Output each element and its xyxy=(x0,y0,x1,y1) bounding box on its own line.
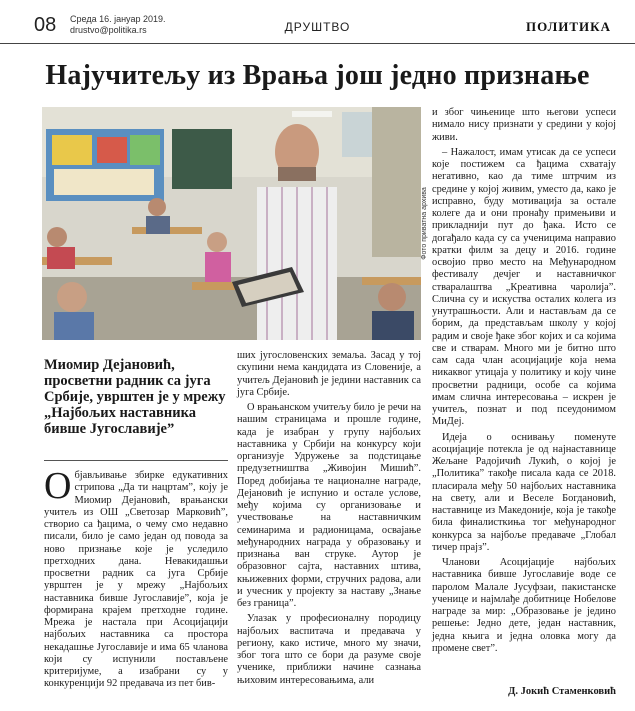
paragraph: Чланови Асоцијације најбољих наставника бивше Југославије воде се паролом Малале Јусуфзаи, пакистанске ученице и најмлађе добитнице Нобелове награде за мир: „Образовање је једино решење: Једно дете, један наставник, једна књига и једна оловка могу да промене свет”. xyxy=(432,557,616,654)
article-column-2 xyxy=(237,350,421,687)
paragraph: Идеја о оснивању поменуте асоцијације потекла је од најнаставнице Жељане Радојичић Лукић, о којој је „Политика” такође писала када се 2018. пласирала међу 50 најбољих наставника на свету, али и Веселе Богдановић, наставнице из Македоније, која је такође била финалисткиња тог међународног конкурса за најбоље предаваче „Глобал тичер прајз”. xyxy=(432,431,616,553)
paragraph: и због чињенице што његови успеси нимало нису признати у средини у којој живи. xyxy=(432,107,616,143)
paragraph: Улазак у професионалну породицу најбољих васпитача и предавача у региону, како истиче, много му значи, због тога што се бори да разуме своје ученике, приближи начине сазнања њиховим интересовањима, али xyxy=(237,613,421,686)
section-email: drustvo@politika.rs xyxy=(70,25,147,35)
drop-cap: О xyxy=(44,465,72,507)
author-signature: Д. Јокић Стаменковић xyxy=(508,686,616,697)
classroom-photo xyxy=(42,107,421,340)
newspaper-logo: ПОЛИТИКА xyxy=(526,19,611,34)
paragraph: О врањанском учитељу било је речи на нашим страницама и прошле године, када је изабран у групу најбољих наставника у Србији на конкурсу који организује Удружење за подстицање предузетништва „Живојин Мишић”. Поред добијања те националне награде, Дејановић је испунио и остале услове, међу којима су организовање и учествовање на наставничким семинарима и радионицама, освајање међународних награда у образовању и признања ван струке. Аутор је образовног сајта, наставних штива, књижевних форми, стручних радова, али и учесник у пројекту за наставу „Знање без граница”. xyxy=(237,402,421,609)
paragraph: ших југословенских земаља. Засад у тој скупини нема кандидата из Словеније, а учитељ Дејановић је једини наставник са југа Србије. xyxy=(237,350,421,398)
article-lead: Миомир Дејановић, просветни радник са југа Србије, уврштен је у мрежу „Најбољих наставника бивше Југославије” xyxy=(44,357,226,437)
page-header xyxy=(0,8,635,44)
article-headline: Најучитељу из Врања још једно признање xyxy=(45,60,590,91)
article-column-1 xyxy=(44,465,228,691)
paragraph xyxy=(44,465,228,691)
paragraph: – Нажалост, имам утисак да се успеси које постижем са ђацима схватају негативно, као да тиме штрчим из средине у којој живим, уместо да, како је исправно, буду мотивација за остале колеге да и они пронађу примењиви и прикладнији пут до ђака. Исто се догађало када су са ученицима направио кратки филм за децу и 2016. године освојио прво место на Међународном фестивалу дечјег и наставничког стваралаштва „Креативна чаролија”. Слична су и искуства осталих колега из унутрашњости. Али и настављам да се борим, да представљам школу у којој радим и своје ђаке због којих и са којима све и стварам. Много ми је битно што сам сада члан асоцијације која нема никаквог утицаја у политику и коју чине просветни радници, особе са којима имам слична интересовања – искрен је учитељ, познат и под псеудонимом МиДеј. xyxy=(432,146,616,428)
issue-date: Среда 16. јануар 2019. xyxy=(70,14,166,24)
lead-divider xyxy=(44,460,228,461)
paragraph-text: бјављивање збирке едукативних стрипова „Да ти нацртам”, коју је Миомир Дејановић, врањански учитељ из ОШ „Светозар Марковић”, створио са ђацима, о чему смо недавно писали, било је само један од повода за ново признање које је уследило претходних дана. Невакидашњи просветни радник са југа Србије уврштен је у мрежу „Најбољих наставника бивше Југославије”, која је формирана крајем претходне године. Мрежа је настала при Асоцијацији најбољих наставника са простора некадашње Југославије и има 65 чланова који су испунили постављене критеријуме, а изабрани су у конкуренцији 92 предавача из пет бив- xyxy=(44,470,228,690)
section-name: ДРУШТВО xyxy=(284,20,351,34)
photo-credit: Фото приватна архива xyxy=(421,187,428,260)
article-column-3 xyxy=(432,107,616,655)
page-number: 08 xyxy=(34,14,57,36)
photo-credit-wrap xyxy=(421,107,432,340)
article-photo xyxy=(42,107,421,340)
